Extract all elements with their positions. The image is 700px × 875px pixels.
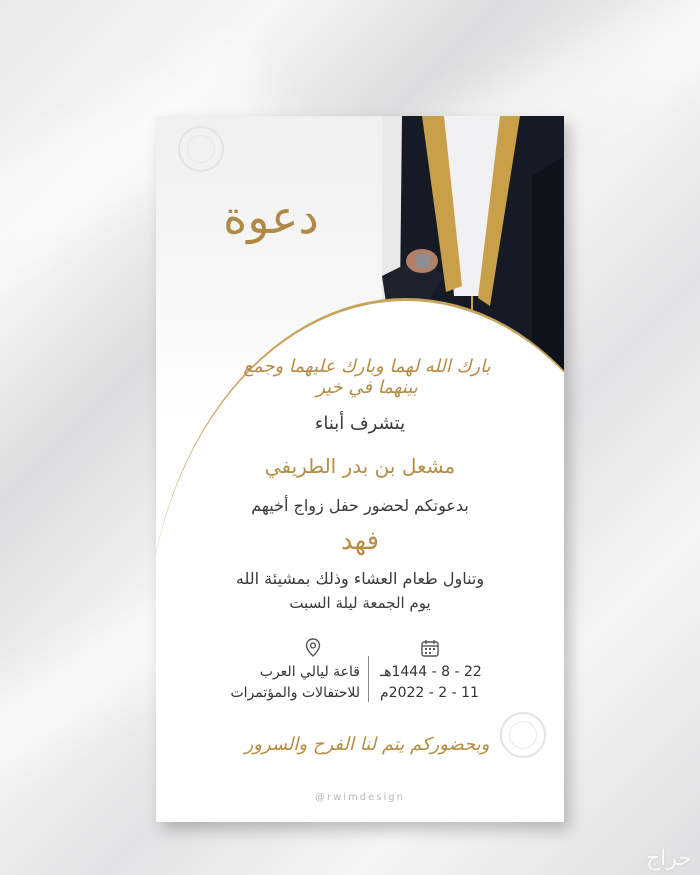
invitation-card [156, 116, 564, 822]
dinner-line: وتناول طعام العشاء وذلك بمشيئة الله [235, 569, 485, 588]
date-hijri: 22 - 8 - 1444هـ [380, 664, 482, 680]
emblem-seal-top [178, 126, 224, 172]
blessing-calligraphy: بارك الله لهما وبارك عليهما وجمع بينهما في خير [243, 356, 491, 398]
date-gregorian: 11 - 2 - 2022م [380, 685, 479, 701]
invite-line: بدعوتكم لحضور حفل زواج أخيهم [251, 496, 469, 515]
venue-type: للاحتفالات والمؤتمرات [230, 685, 360, 701]
venue-name: قاعة ليالي العرب [259, 664, 360, 680]
date-column [380, 662, 530, 704]
details-divider [368, 656, 369, 702]
honored-line: يتشرف أبناء [314, 413, 406, 434]
calendar-icon [420, 638, 440, 658]
invitation-title: دعوة [223, 190, 319, 244]
emblem-seal-inner [187, 135, 215, 163]
day-line: يوم الجمعة ليلة السبت [289, 594, 431, 612]
site-watermark-logo: حراج [645, 846, 692, 871]
host-name: مشعل بن بدر الطريفي [264, 454, 456, 478]
location-pin-icon [305, 638, 321, 658]
event-details [220, 638, 520, 702]
designer-handle: @rwimdesign [315, 792, 405, 803]
groom-name: فهد [340, 526, 380, 556]
venue-column [220, 662, 360, 704]
emblem-seal-inner [509, 721, 537, 749]
closing-calligraphy: وبحضوركم يتم لنا الفرح والسرور [244, 734, 490, 755]
